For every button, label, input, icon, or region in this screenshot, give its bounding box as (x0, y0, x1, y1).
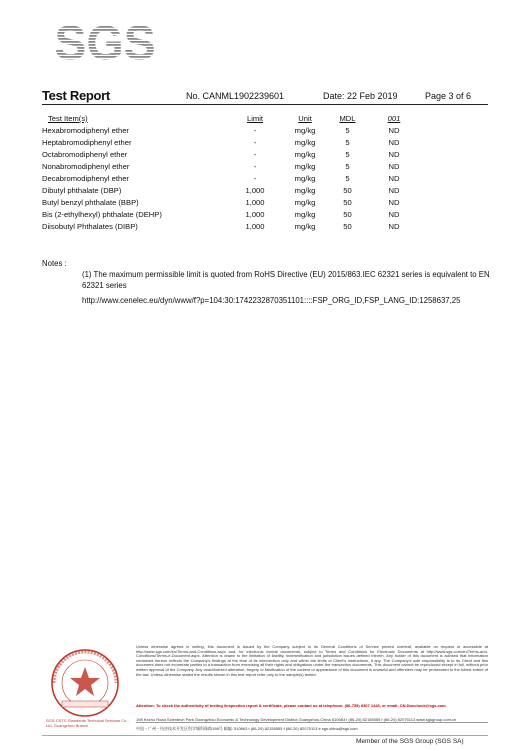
cell-mdl: 5 (345, 126, 350, 135)
cell-limit: - (253, 126, 257, 135)
table-row (42, 161, 419, 173)
report-number: No. CANML1902239601 (186, 91, 285, 101)
cell-result: ND (388, 198, 400, 207)
cell-limit: 1,000 (245, 186, 265, 195)
cell-limit: 1,000 (245, 210, 265, 219)
note-url-link[interactable]: http://www.cenelec.eu/dyn/www/f?p=104:30:1742232870351101::::FSP_ORG_ID,FSP_LANG_ID:1258637,25 (82, 296, 461, 305)
address-english: 198 Kezhu Road,Scientech Park Guangzhou Economic & Technology Development District,Guangzhou,China 510663 t (86-20) 82155555 f (86-20) 82075113 www.sgsgroup.com.cn (136, 717, 457, 722)
cell-unit: mg/kg (294, 186, 316, 195)
cell-item: Butyl benzyl phthalate (BBP) (42, 198, 139, 207)
cell-unit: mg/kg (294, 222, 316, 231)
cell-unit: mg/kg (294, 162, 316, 171)
notes-label: Notes : (42, 259, 67, 268)
address-chinese: 中国・广州・经济技术开发区科学城科珠路198号 邮编: 510663 t (86-20) 82155555 f (86-20) 82075113 e sgs.china@sgs.com (136, 726, 358, 731)
cell-mdl: 50 (343, 222, 352, 231)
cell-item: Decabromodiphenyl ether (42, 174, 129, 183)
cell-limit: - (253, 150, 257, 159)
cell-result: ND (388, 210, 400, 219)
header-test-item: Test Item(s) (48, 114, 88, 123)
cell-unit: mg/kg (294, 210, 316, 219)
cell-result: ND (388, 222, 400, 231)
page-number: Page 3 of 6 (425, 91, 472, 101)
logo-text: SGS (54, 17, 156, 70)
table-row (42, 209, 419, 221)
header-mdl: MDL (339, 114, 356, 123)
cell-result: ND (388, 138, 400, 147)
cell-mdl: 50 (343, 186, 352, 195)
header-divider (42, 104, 488, 105)
cell-limit: - (253, 162, 257, 171)
cell-unit: mg/kg (294, 138, 316, 147)
results-table (42, 113, 419, 233)
address-divider (136, 722, 488, 723)
cell-result: ND (388, 150, 400, 159)
cell-unit: mg/kg (294, 174, 316, 183)
cell-limit: - (253, 174, 257, 183)
cell-unit: mg/kg (294, 150, 316, 159)
table-row (42, 197, 419, 209)
cell-item: Hexabromodiphenyl ether (42, 126, 129, 135)
cell-unit: mg/kg (294, 126, 316, 135)
cell-item: Octabromodiphenyl ether (42, 150, 128, 159)
stamp-text: SGS-CSTC Standards Technical Services Co., Ltd. Guangzhou Branch (46, 718, 129, 728)
cell-mdl: 50 (343, 198, 352, 207)
report-title: Test Report (42, 88, 110, 103)
footer-divider (42, 735, 488, 736)
cell-item: Dibutyl phthalate (DBP) (42, 186, 122, 195)
cell-result: ND (388, 174, 400, 183)
cell-limit: 1,000 (245, 198, 265, 207)
cell-item: Nonabromodiphenyl ether (42, 162, 130, 171)
cell-mdl: 5 (345, 138, 350, 147)
table-row (42, 185, 419, 197)
note-1: (1) The maximum permissible limit is quoted from RoHS Directive (EU) 2015/863.IEC 62321 series is equivalent to EN 62321 series (82, 270, 490, 290)
table-row (42, 125, 419, 137)
sgs-logo (54, 17, 156, 70)
report-date: Date: 22 Feb 2019 (323, 91, 398, 101)
table-row (42, 137, 419, 149)
cell-limit: 1,000 (245, 222, 265, 231)
cell-item: Diisobutyl Phthalates (DIBP) (42, 222, 138, 231)
cell-unit: mg/kg (294, 198, 316, 207)
cell-result: ND (388, 162, 400, 171)
authenticity-notice: Attention: To check the authenticity of testing /inspection report & certificate, please contact us at telephone: (86-755) 8307 1443, or email: CN.Doccheck@sgs.com (136, 703, 446, 708)
cell-result: ND (388, 186, 400, 195)
cell-item: Bis (2-ethylhexyl) phthalate (DEHP) (42, 210, 162, 219)
cell-result: ND (388, 126, 400, 135)
table-header-row (42, 113, 419, 125)
cell-mdl: 5 (345, 150, 350, 159)
table-row (42, 149, 419, 161)
terms-fine-print: Unless otherwise agreed in writing, this document is issued by the Company subject to its General Conditions of Service printed overleaf, available on request or accessible at http://www.sgs.com/en/Terms-and-Conditions.aspx and, for electronic format documents, subject to Terms and Conditions for Electronic Documents at http://www.sgs.com/en/Terms-and-Conditions/Terms-e-Document.aspx. Attention is drawn to the limitation of liability, indemnification and jurisdiction issues defined therein. Any holder of this document is advised that information contained hereon reflects the Company's findings at the time of its intervention only and within the limits of Client's instructions, if any. The Company's sole responsibility is to its Client and this document does not exonerate parties to a transaction from exercising all their rights and obligations under the transaction documents. This document cannot be reproduced except in full, without prior written approval of the Company. Any unauthorized alteration, forgery or falsification of the content or appearance of this document is unlawful and offenders may be prosecuted to the fullest extent of the law. Unless otherwise stated the results shown in this test report refer only to the sample(s) tested. (136, 644, 488, 677)
header-unit: Unit (298, 114, 312, 123)
table-row (42, 221, 419, 233)
cell-mdl: 5 (345, 162, 350, 171)
star-icon (70, 667, 100, 696)
table-row (42, 173, 419, 185)
cell-mdl: 50 (343, 210, 352, 219)
header-result: 001 (387, 114, 401, 123)
member-statement: Member of the SGS Group (SGS SA) (356, 738, 464, 745)
cell-limit: - (253, 138, 257, 147)
cell-item: Heptabromodiphenyl ether (42, 138, 132, 147)
header-limit: Limit (246, 114, 264, 123)
cell-mdl: 5 (345, 174, 350, 183)
